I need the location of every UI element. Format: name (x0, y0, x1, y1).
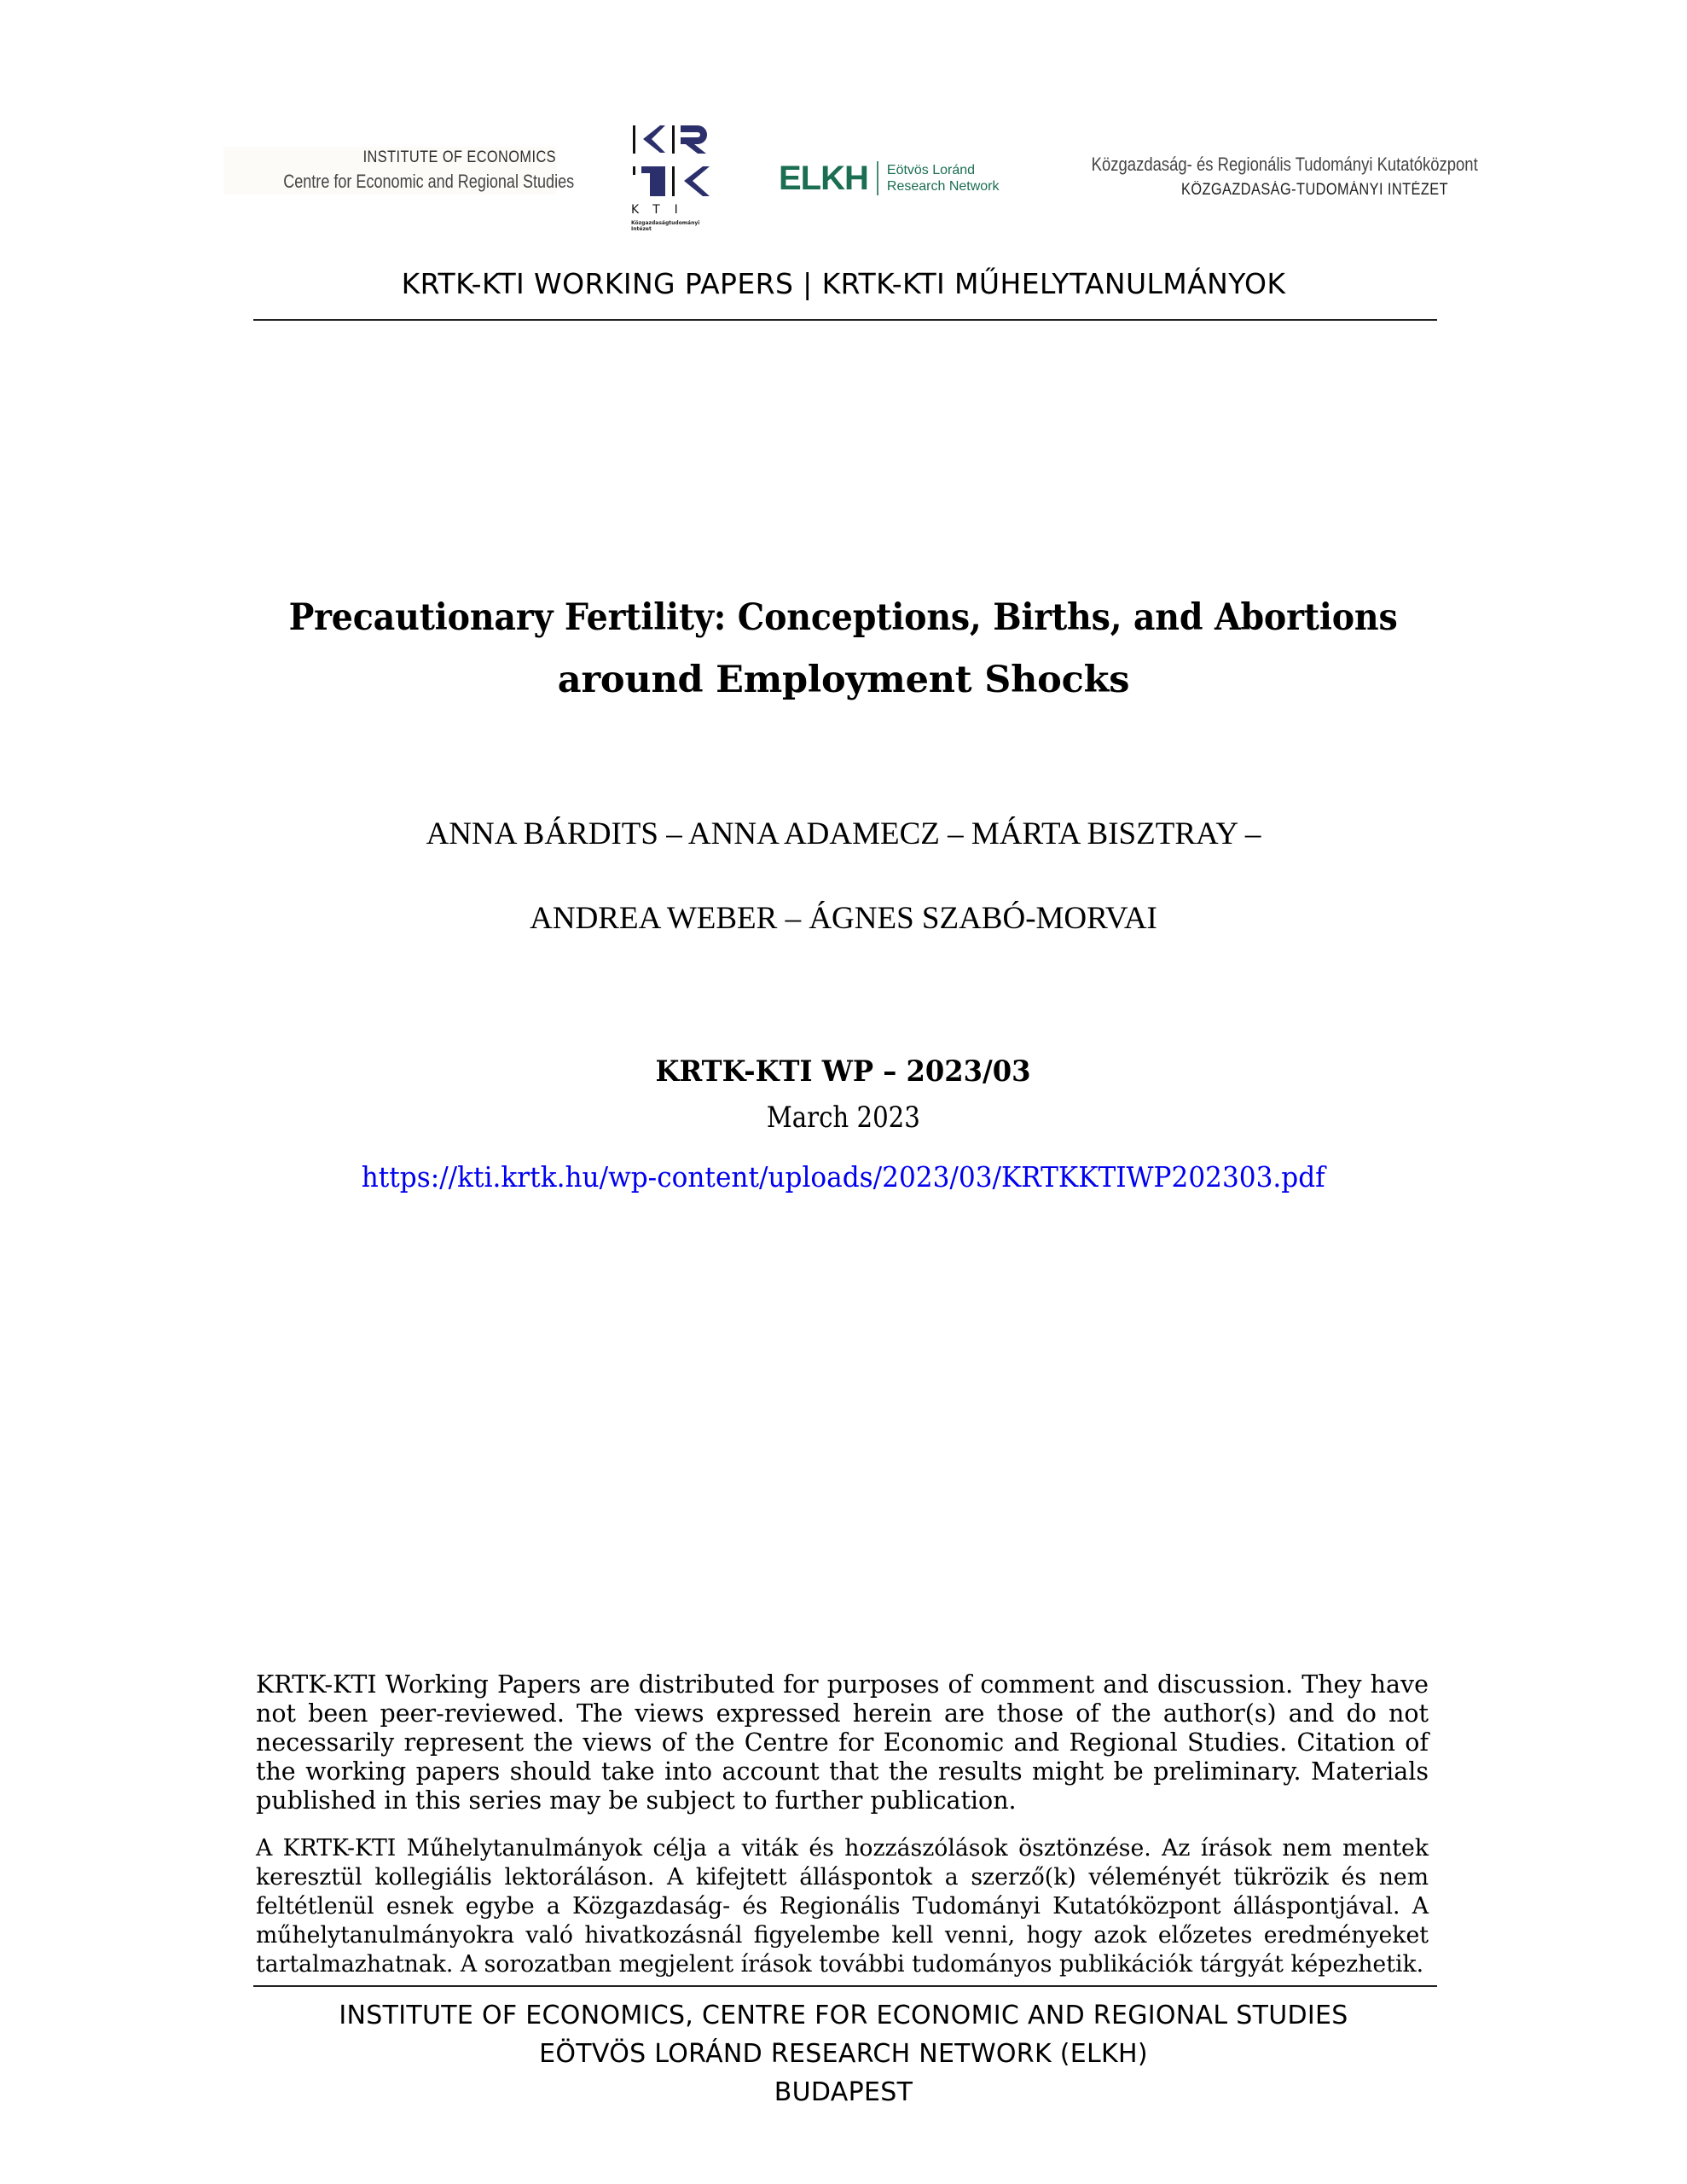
elkh-logo-text (887, 162, 1000, 195)
krtk-hu-line2: KÖZGAZDASÁG-TUDOMÁNYI INTÉZET (1181, 181, 1448, 199)
paper-url-container (0, 1159, 1687, 1196)
elkh-logo-line1: Eötvös Loránd (886, 163, 976, 177)
krtk-hu-line1: Közgazdaság- és Regionális Tudományi Kutatóközpont (1091, 154, 1478, 175)
elkh-logo (779, 160, 1000, 196)
authors-line1: ANNA BÁRDITS – ANNA ADAMECZ – MÁRTA BISZTRAY – (426, 816, 1261, 851)
disclaimer-english: KRTK-KTI Working Papers are distributed for purposes of comment and discussion. They have not been peer-reviewed. The views expressed herein are those of the author(s) and do not necessarily represent the views of the Centre for Economic and Regional Studies. Citation of the working papers should take into account that the results might be preliminary. Materials published in this series may be subject to further publication. (256, 1670, 1429, 1815)
krtk-hungarian-logo (1023, 150, 1478, 202)
paper-url-link[interactable]: https://kti.krtk.hu/wp-content/uploads/2023/03/KRTKKTIWP202303.pdf (361, 1160, 1325, 1194)
authors-line2: ANDREA WEBER – ÁGNES SZABÓ-MORVAI (530, 901, 1157, 936)
footer-city: BUDAPEST (774, 2077, 913, 2107)
elkh-logo-mark: ELKH (779, 159, 868, 197)
footer-institute: INSTITUTE OF ECONOMICS, CENTRE FOR ECONOMIC AND REGIONAL STUDIES (339, 2001, 1348, 2030)
disclaimer-hungarian: A KRTK-KTI Műhelytanulmányok célja a viták és hozzászólások ösztönzése. Az írások nem mentek keresztül kollegiális lektoráláson. A kifejtett álláspontok a szerző(k) véleményét tükrözik és nem feltétlenül esnek egybe a Közgazdaság- és Regionális Tudományi Kutatóközpont álláspontjával. A műhelytanulmányokra való hivatkozásnál figyelembe kell venni, hogy azok előzetes eredményeket tartalmazhatnak. A sorozatban megjelent írások további tudományos publikációk tárgyát képezhetik. (256, 1835, 1429, 1978)
publication-date: March 2023 (767, 1101, 920, 1135)
krtk-logo-subtitle-line2: Intézet (631, 226, 652, 232)
elkh-logo-line2: Research Network (886, 179, 1000, 194)
series-header: KRTK-KTI WORKING PAPERS | KRTK-KTI MŰHELYTANULMÁNYOK (401, 267, 1286, 300)
krtk-logo-mark-icon (631, 124, 716, 200)
working-paper-number: KRTK-KTI WP – 2023/03 (655, 1054, 1031, 1089)
logo-ie-line1: INSTITUTE OF ECONOMICS (362, 148, 556, 166)
footer-network: EÖTVÖS LORÁND RESEARCH NETWORK (ELKH) (539, 2039, 1148, 2069)
authors (213, 792, 1474, 961)
paper-title (213, 587, 1474, 712)
krtk-logo-subtitle (631, 220, 699, 232)
logo-ie-line2: Centre for Economic and Regional Studies (283, 171, 575, 192)
header-rule (253, 319, 1437, 321)
krtk-kti-logo (631, 124, 716, 235)
krtk-logo-subtitle-line1: Közgazdaságtudományi (631, 220, 700, 226)
footer-rule (253, 1985, 1437, 1987)
krtk-logo-kti-text: KTI (631, 203, 693, 217)
elkh-logo-divider (877, 161, 878, 195)
paper-title-line1: Precautionary Fertility: Conceptions, Births, and Abortions (288, 596, 1398, 639)
institute-of-economics-logo (223, 147, 575, 195)
paper-title-line2: around Employment Shocks (557, 659, 1130, 701)
